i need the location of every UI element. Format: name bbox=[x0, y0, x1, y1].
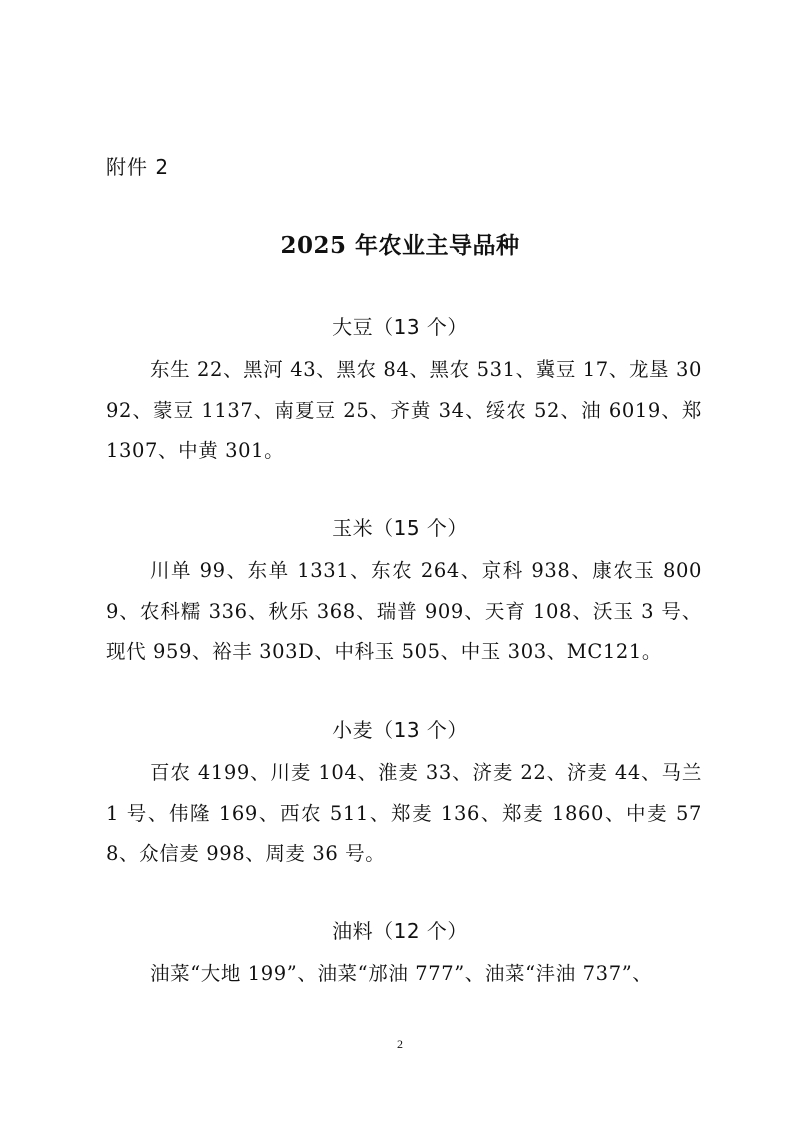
section-heading-wheat: 小麦（13 个） bbox=[332, 718, 468, 742]
section-body-soybean: 东生 22、黑河 43、黑农 84、黑农 531、冀豆 17、龙垦 3092、蒙豆 1137、南夏豆 25、齐黄 34、绥农 52、油 6019、郑 1307、中黄 301。 bbox=[106, 358, 702, 462]
section-body-wheat: 百农 4199、川麦 104、淮麦 33、济麦 22、济麦 44、马兰 1 号、伟隆 169、西农 511、郑麦 136、郑麦 1860、中麦 578、众信麦 998、周麦 36 号。 bbox=[106, 761, 702, 865]
section-body-corn: 川单 99、东单 1331、东农 264、京科 938、康农玉 8009、农科糯 336、秋乐 368、瑞普 909、天育 108、沃玉 3 号、现代 959、裕丰 303D、中科玉 505、中玉 303、MC121。 bbox=[106, 559, 702, 663]
section-heading-corn: 玉米（15 个） bbox=[332, 516, 468, 540]
document-title: 2025 年农业主导品种 bbox=[280, 232, 520, 259]
section-heading-oilseed: 油料（12 个） bbox=[332, 919, 468, 943]
attachment-label: 附件 2 bbox=[106, 155, 170, 179]
page-number: 2 bbox=[397, 1037, 403, 1051]
section-body-oilseed: 油菜“大地 199”、油菜“邡油 777”、油菜“沣油 737”、 bbox=[150, 962, 653, 985]
section-heading-soybean: 大豆（13 个） bbox=[332, 315, 468, 339]
